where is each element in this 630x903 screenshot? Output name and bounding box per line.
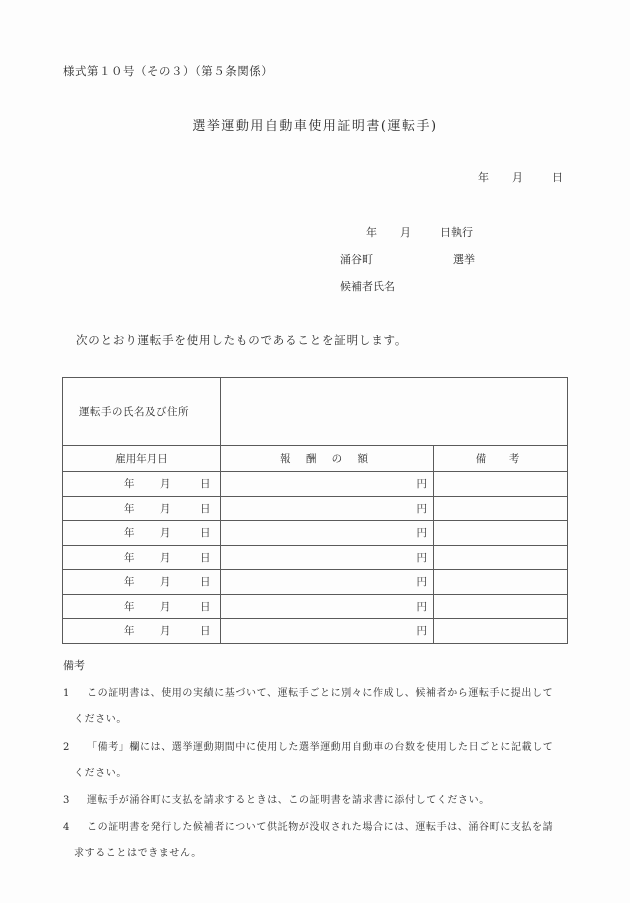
yen-unit: 円: [416, 625, 427, 638]
row-month: 月: [160, 600, 171, 613]
remark-note-2: 2 「備考」欄には、選挙運動期間中に使用した選挙運動用自動車の台数を使用した日ごとに記載して: [63, 742, 554, 753]
election-date-month: 月: [400, 226, 411, 239]
header-employment-date: 雇用年月日: [63, 446, 221, 472]
row-month: 月: [160, 551, 171, 564]
remarks-cell[interactable]: [434, 496, 568, 521]
remarks-cell[interactable]: [434, 594, 568, 619]
payment-amount-cell[interactable]: [221, 545, 434, 570]
row-month: 月: [160, 576, 171, 589]
row-year: 年: [124, 600, 135, 613]
row-year: 年: [124, 527, 135, 540]
driver-name-address-row: [63, 378, 568, 446]
table-row: [63, 570, 568, 595]
remark-note-2-cont: ください。: [74, 768, 127, 779]
election-date: [366, 224, 473, 240]
election-date-day: 日執行: [440, 226, 473, 239]
row-day: 日: [200, 576, 211, 589]
table-row: [63, 619, 568, 644]
employment-date-cell[interactable]: [63, 594, 221, 619]
town-name: 涌谷町: [340, 253, 373, 266]
employment-date-cell[interactable]: [63, 472, 221, 497]
remarks-cell[interactable]: [434, 619, 568, 644]
row-year: 年: [124, 625, 135, 638]
form-number: 様式第１０号（その３）（第５条関係）: [63, 64, 274, 78]
row-month: 月: [160, 625, 171, 638]
remark-note-4-cont: 求することはできません。: [74, 848, 202, 859]
table-header-row: [63, 446, 568, 472]
remark-note-3: 3 運転手が涌谷町に支払を請求するときは、この証明書を請求書に添付してください。: [63, 795, 490, 806]
table-row: [63, 594, 568, 619]
row-day: 日: [200, 600, 211, 613]
employment-date-cell[interactable]: [63, 570, 221, 595]
certificate-table: [62, 377, 568, 644]
remarks-heading: 備考: [63, 659, 85, 672]
payment-amount-cell[interactable]: [221, 594, 434, 619]
yen-unit: 円: [416, 576, 427, 589]
payment-amount-cell[interactable]: [221, 619, 434, 644]
certification-statement: 次のとおり運転手を使用したものであることを証明します。: [76, 333, 408, 347]
yen-unit: 円: [416, 600, 427, 613]
remark-note-1: 1 この証明書は、使用の実績に基づいて、運転手ごとに別々に作成し、候補者から運転手に提出して: [63, 688, 554, 699]
yen-unit: 円: [416, 502, 427, 515]
payment-amount-cell[interactable]: [221, 521, 434, 546]
row-day: 日: [200, 551, 211, 564]
employment-date-cell[interactable]: [63, 496, 221, 521]
issue-date: [478, 169, 563, 185]
election-date-year: 年: [366, 226, 377, 239]
driver-name-address-label: 運転手の氏名及び住所: [63, 378, 221, 446]
table-row: [63, 521, 568, 546]
header-remarks: 備 考: [434, 446, 568, 472]
row-month: 月: [160, 478, 171, 491]
row-year: 年: [124, 502, 135, 515]
employment-date-cell[interactable]: [63, 545, 221, 570]
header-payment: 報 酬 の 額: [221, 446, 434, 472]
row-day: 日: [200, 527, 211, 540]
yen-unit: 円: [416, 527, 427, 540]
remarks-cell[interactable]: [434, 521, 568, 546]
row-year: 年: [124, 576, 135, 589]
remark-note-4: 4 この証明書を発行した候補者について供託物が没収された場合には、運転手は、涌谷町に支払を請: [63, 822, 554, 833]
table-row: [63, 496, 568, 521]
payment-amount-cell[interactable]: [221, 472, 434, 497]
remark-note-1-cont: ください。: [74, 714, 127, 725]
row-day: 日: [200, 625, 211, 638]
election-label: 選挙: [453, 253, 475, 266]
remarks-cell[interactable]: [434, 545, 568, 570]
yen-unit: 円: [416, 478, 427, 491]
row-month: 月: [160, 502, 171, 515]
employment-date-cell[interactable]: [63, 619, 221, 644]
table-row: [63, 545, 568, 570]
candidate-name-label: 候補者氏名: [340, 280, 395, 293]
issue-date-year: 年: [478, 171, 489, 184]
employment-date-cell[interactable]: [63, 521, 221, 546]
remarks-cell[interactable]: [434, 472, 568, 497]
payment-amount-cell[interactable]: [221, 570, 434, 595]
yen-unit: 円: [416, 551, 427, 564]
row-month: 月: [160, 527, 171, 540]
row-day: 日: [200, 502, 211, 515]
row-day: 日: [200, 478, 211, 491]
row-year: 年: [124, 478, 135, 491]
election-name-line: [340, 251, 475, 267]
table-row: [63, 472, 568, 497]
remarks-cell[interactable]: [434, 570, 568, 595]
row-year: 年: [124, 551, 135, 564]
payment-amount-cell[interactable]: [221, 496, 434, 521]
driver-name-address-field[interactable]: [221, 378, 568, 446]
document-title: 選挙運動用自動車使用証明書(運転手): [192, 119, 438, 134]
issue-date-day: 日: [552, 171, 563, 184]
issue-date-month: 月: [512, 171, 523, 184]
